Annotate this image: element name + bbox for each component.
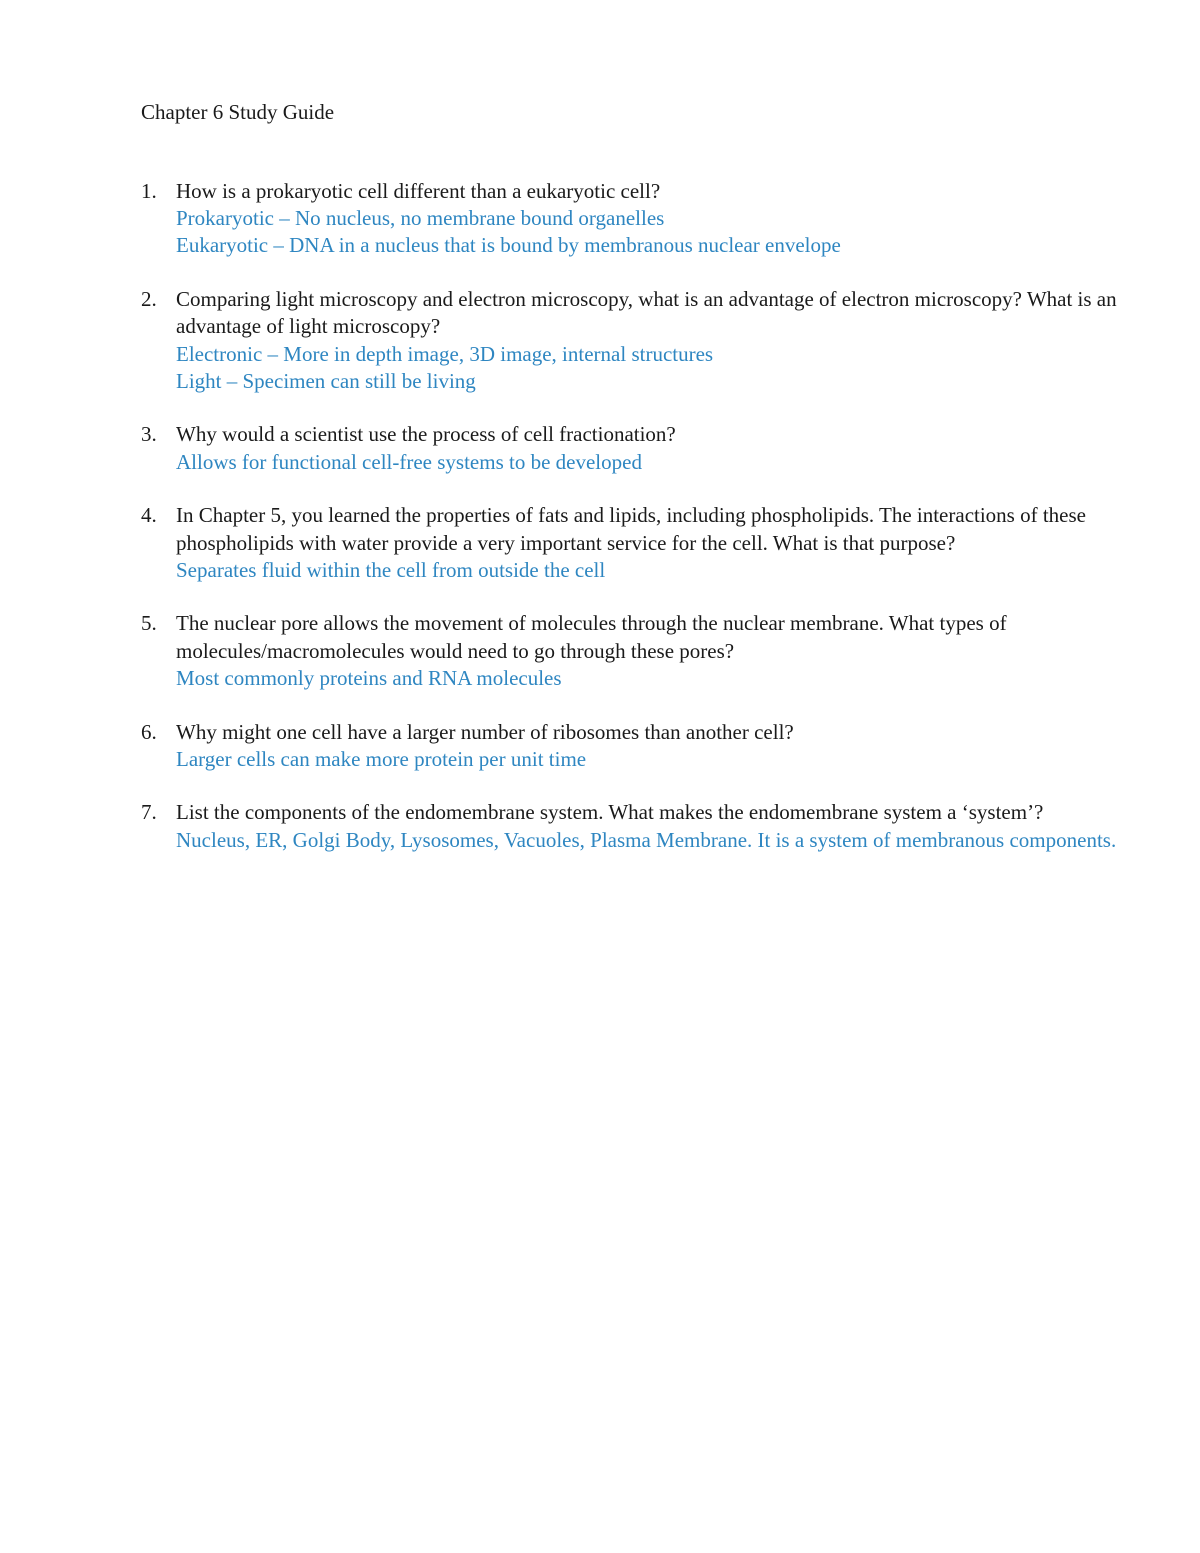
question-item-6 <box>141 719 1141 773</box>
question-number: 4. <box>141 503 157 528</box>
question-text: List the components of the endomembrane system. What makes the endomembrane system a ‘system’? <box>176 800 1044 825</box>
question-item-5 <box>141 610 1141 692</box>
question-item-7 <box>141 799 1141 853</box>
answer-text: Electronic – More in depth image, 3D image, internal structures <box>176 341 714 366</box>
question-text: Why might one cell have a larger number of ribosomes than another cell? <box>176 719 794 744</box>
question-item-1 <box>141 178 1141 260</box>
answer-text: Most commonly proteins and RNA molecules <box>176 665 562 690</box>
question-text: In Chapter 5, you learned the properties of fats and lipids, including phospholipids. The interactions of these phospholipids with water provide a very important service for the cell. What is that purpose? <box>176 503 1086 555</box>
answer-text: Allows for functional cell-free systems to be developed <box>176 449 642 474</box>
answer-text: Prokaryotic – No nucleus, no membrane bound organelles <box>176 206 665 231</box>
page-title: Chapter 6 Study Guide <box>141 100 335 124</box>
question-text: Comparing light microscopy and electron microscopy, what is an advantage of electron microscopy? What is an advantage of light microscopy? <box>176 287 1117 339</box>
question-text: The nuclear pore allows the movement of molecules through the nuclear membrane. What types of molecules/macromolecules would need to go through these pores? <box>176 611 1007 663</box>
answer-text: Eukaryotic – DNA in a nucleus that is bound by membranous nuclear envelope <box>176 233 841 258</box>
answer-text: Larger cells can make more protein per unit time <box>176 746 587 771</box>
question-item-4 <box>141 502 1141 584</box>
question-text: How is a prokaryotic cell different than a eukaryotic cell? <box>176 179 661 203</box>
answer-text: Nucleus, ER, Golgi Body, Lysosomes, Vacuoles, Plasma Membrane. It is a system of membranous components. <box>176 827 1117 852</box>
question-number: 1. <box>141 179 157 203</box>
answer-text: Light – Specimen can still be living <box>176 368 476 393</box>
question-number: 2. <box>141 287 157 312</box>
question-list <box>141 178 1141 880</box>
question-number: 5. <box>141 611 157 636</box>
question-text: Why would a scientist use the process of cell fractionation? <box>176 422 676 447</box>
question-number: 3. <box>141 422 157 447</box>
question-item-2 <box>141 286 1141 395</box>
answer-text: Separates fluid within the cell from outside the cell <box>176 557 606 582</box>
question-number: 7. <box>141 800 157 825</box>
question-item-3 <box>141 421 1141 475</box>
question-number: 6. <box>141 719 157 744</box>
